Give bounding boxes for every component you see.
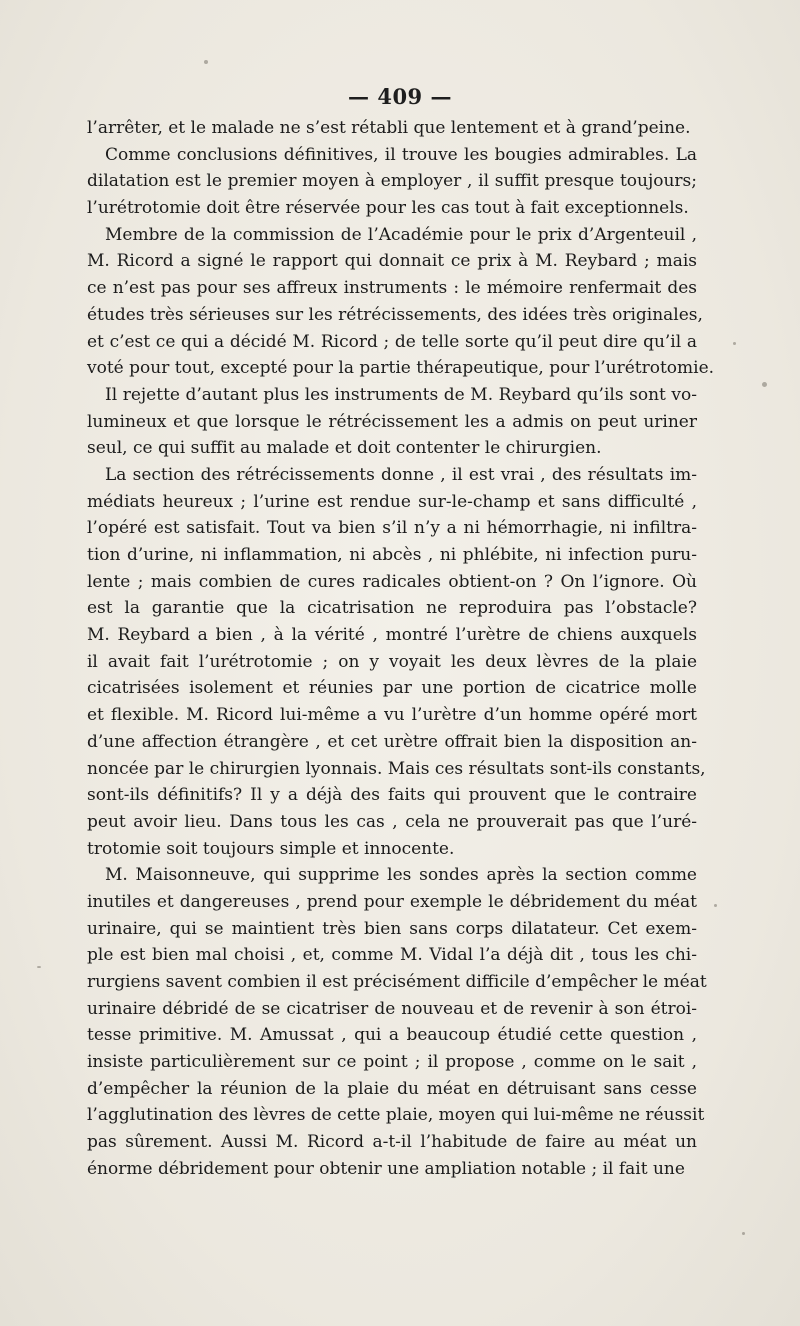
text-line: l’urétrotomie doit être réservée pour les cas tout à fait exceptionnels. <box>87 198 689 219</box>
text-line: sont-ils définitifs? Il y a déjà des faits qui prouvent que le contraire <box>87 785 697 806</box>
body-text <box>87 115 715 1183</box>
text-line: M. Maisonneuve, qui supprime les sondes après la section comme <box>105 865 697 886</box>
text-line: rurgiens savent combien il est précisément difficile d’empêcher le méat <box>87 972 707 992</box>
text-line: d’une affection étrangère , et cet urètre offrait bien la disposition an- <box>87 731 697 752</box>
text-line: médiats heureux ; l’urine est rendue sur-le-champ et sans difficulté , <box>87 491 697 512</box>
text-line: Membre de la commission de l’Académie pour le prix d’Argenteuil , <box>105 224 697 245</box>
paper-speck <box>714 904 717 907</box>
text-line: tesse primitive. M. Amussat , qui a beaucoup étudié cette question , <box>87 1025 697 1046</box>
paper-speck <box>742 1232 745 1235</box>
paper-speck <box>37 966 41 968</box>
text-line: seul, ce qui suffit au malade et doit contenter le chirurgien. <box>87 438 602 459</box>
paragraph <box>87 382 697 462</box>
paper-speck <box>204 60 208 64</box>
text-line: La section des rétrécissements donne , il est vrai , des résultats im- <box>105 464 697 485</box>
text-line: tion d’urine, ni inflammation, ni abcès , ni phlébite, ni infection puru- <box>87 545 697 565</box>
paragraph <box>87 462 706 862</box>
text-line: urinaire débridé de se cicatriser de nouveau et de revenir à son étroi- <box>87 998 697 1019</box>
text-line: ce n’est pas pour ses affreux instruments : le mémoire renfermait des <box>87 278 697 299</box>
text-line: l’arrêter, et le malade ne s’est rétabli que lentement et à grand’peine. <box>87 118 691 138</box>
paper-speck <box>733 342 736 345</box>
text-line: et flexible. M. Ricord lui-même a vu l’urètre d’un homme opéré mort <box>87 705 697 726</box>
text-line: voté pour tout, excepté pour la partie thérapeutique, pour l’urétrotomie. <box>87 358 715 379</box>
text-line: urinaire, qui se maintient très bien sans corps dilatateur. Cet exem- <box>87 918 697 939</box>
text-line: énorme débridement pour obtenir une ampliation notable ; il fait une <box>87 1158 685 1179</box>
text-line: inutiles et dangereuses , prend pour exemple le débridement du méat <box>87 891 697 912</box>
text-line: pas sûrement. Aussi M. Ricord a-t-il l’habitude de faire au méat un <box>87 1132 697 1153</box>
text-line: noncée par le chirurgien lyonnais. Mais ces résultats sont-ils constants, <box>87 758 706 779</box>
text-line: peut avoir lieu. Dans tous les cas , cela ne prouverait pas que l’uré- <box>87 811 697 832</box>
text-line: est la garantie que la cicatrisation ne reproduira pas l’obstacle? <box>87 598 697 619</box>
text-line: Comme conclusions définitives, il trouve les bougies admirables. La <box>105 144 697 165</box>
paper-speck <box>762 382 767 387</box>
text-line: insiste particulièrement sur ce point ; il propose , comme on le sait , <box>87 1052 697 1073</box>
text-line: lente ; mais combien de cures radicales obtient-on ? On l’ignore. Où <box>87 571 697 592</box>
paragraph <box>87 115 697 142</box>
text-line: M. Reybard a bien , à la vérité , montré l’urètre de chiens auxquels <box>87 625 697 646</box>
text-line: trotomie soit toujours simple et innocente. <box>87 838 455 859</box>
text-line: M. Ricord a signé le rapport qui donnait ce prix à M. Reybard ; mais <box>87 251 697 272</box>
text-line: Il rejette d’autant plus les instruments de M. Reybard qu’ils sont vo- <box>105 384 697 405</box>
text-line: études très sérieuses sur les rétrécissements, des idées très originales, <box>87 304 703 325</box>
text-line: il avait fait l’urétrotomie ; on y voyait les deux lèvres de la plaie <box>87 651 697 672</box>
page-number: — 409 — <box>348 84 452 109</box>
text-line: l’agglutination des lèvres de cette plaie, moyen qui lui-même ne réussit <box>87 1105 705 1126</box>
text-line: l’opéré est satisfait. Tout va bien s’il n’y a ni hémorrhagie, ni infiltra- <box>87 518 697 539</box>
text-line: et c’est ce qui a décidé M. Ricord ; de telle sorte qu’il peut dire qu’il a <box>87 331 697 352</box>
text-line: ple est bien mal choisi , et, comme M. Vidal l’a déjà dit , tous les chi- <box>87 945 697 966</box>
paragraph <box>87 862 707 1182</box>
text-line: cicatrisées isolement et réunies par une portion de cicatrice molle <box>87 678 697 699</box>
text-line: dilatation est le premier moyen à employer , il suffit presque toujours; <box>87 171 697 192</box>
paragraph <box>87 222 715 382</box>
text-line: d’empêcher la réunion de la plaie du méat en détruisant sans cesse <box>87 1078 697 1099</box>
text-line: lumineux et que lorsque le rétrécissement les a admis on peut uriner <box>87 411 697 432</box>
paragraph <box>87 142 697 222</box>
